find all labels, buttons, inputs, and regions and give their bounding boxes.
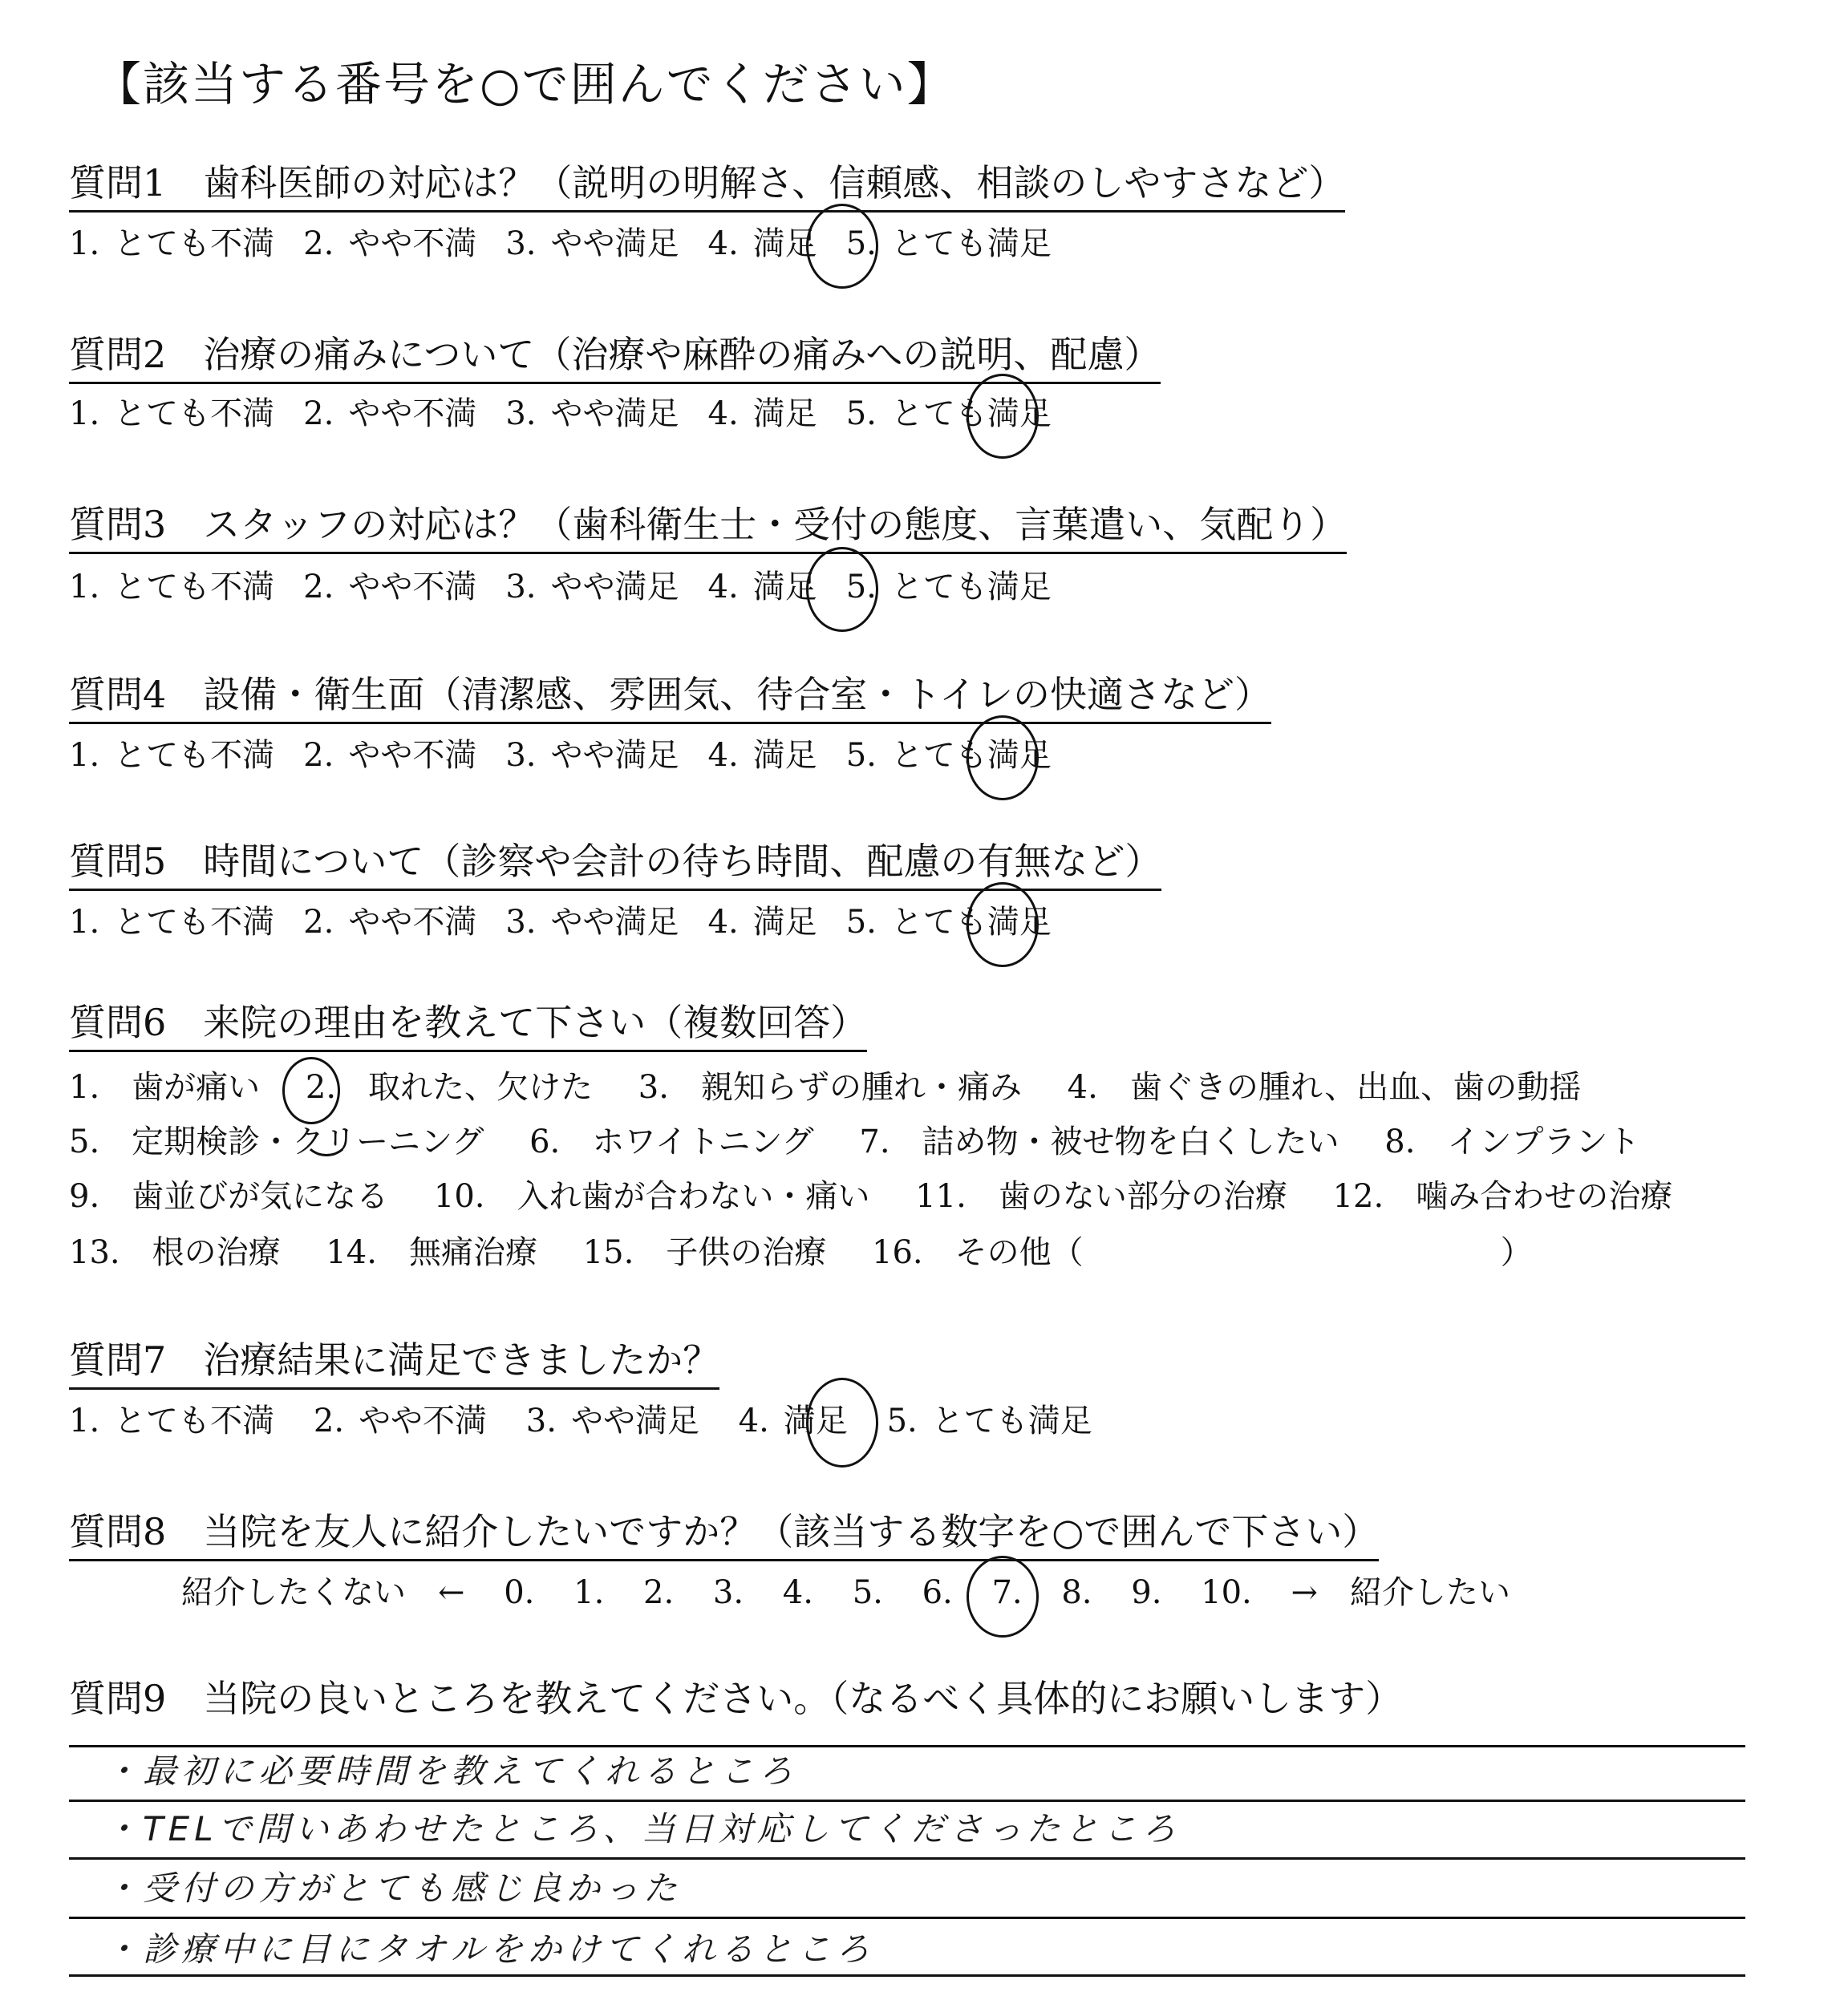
q8-right-label: → 紹介したい (1291, 1574, 1510, 1611)
q4-options (69, 735, 1080, 776)
q6-title: 質問6 来院の理由を教えて下さい（複数回答） (69, 998, 867, 1052)
q5-option-2[interactable]: 2. やや不満 (303, 904, 477, 941)
q2-option-3[interactable]: 3. やや満足 (505, 395, 679, 432)
q2-option-5[interactable]: 5. とても満足 (845, 395, 1052, 432)
q5-option-5[interactable]: 5. とても満足 (845, 904, 1052, 941)
q8-number-1[interactable]: 1. (573, 1574, 605, 1611)
q5-title: 質問5 時間について（診察や会計の待ち時間、配慮の有無など） (69, 837, 1161, 891)
q2-title: 質問2 治療の痛みについて（治療や麻酔の痛みへの説明、配慮） (69, 330, 1161, 384)
q7-option-1[interactable]: 1. とても不満 (69, 1403, 275, 1439)
q2-option-4[interactable]: 4. 満足 (707, 395, 817, 432)
q1-option-3[interactable]: 3. やや満足 (505, 225, 679, 262)
q3-option-1[interactable]: 1. とても不満 (69, 569, 275, 605)
q6-row-3 (69, 1176, 1708, 1217)
q9-rule-3 (69, 1857, 1745, 1860)
q3-option-2[interactable]: 2. やや不満 (303, 569, 477, 605)
q6-row-4 (69, 1232, 1568, 1273)
q1-option-5[interactable]: 5. とても満足 (845, 225, 1052, 262)
q6-row-2 (69, 1121, 1675, 1163)
q9-rule-4 (69, 1917, 1745, 1919)
q9-answer-3: ・受付の方がとても感じ良かった (104, 1869, 683, 1908)
q7-title: 質問7 治療結果に満足できましたか？ (69, 1336, 719, 1390)
q6-option-2[interactable]: 2. 取れた、欠けた (305, 1069, 594, 1106)
q6-option-6[interactable]: 6. ホワイトニング (529, 1124, 814, 1160)
q8-number-9[interactable]: 9. (1131, 1574, 1162, 1611)
q6-option-3[interactable]: 3. 親知らずの腫れ・痛み (638, 1069, 1022, 1106)
q3-option-5[interactable]: 5. とても満足 (845, 569, 1052, 605)
q1-options (69, 223, 1080, 265)
q6-option-15[interactable]: 15. 子供の治療 (582, 1234, 827, 1271)
page-header: 【該当する番号を○で囲んでください】 (95, 57, 955, 111)
q4-option-5[interactable]: 5. とても満足 (845, 737, 1052, 774)
q4-option-1[interactable]: 1. とても不満 (69, 737, 275, 774)
q5-option-3[interactable]: 3. やや満足 (505, 904, 679, 941)
q8-number-5[interactable]: 5. (852, 1574, 883, 1611)
q4-option-2[interactable]: 2. やや不満 (303, 737, 477, 774)
q9-rule-2 (69, 1800, 1745, 1802)
q6-option-11[interactable]: 11. 歯のない部分の治療 (915, 1178, 1287, 1215)
q9-answer-1: ・最初に必要時間を教えてくれるところ (104, 1751, 798, 1791)
q5-option-1[interactable]: 1. とても不満 (69, 904, 275, 941)
q6-option-5[interactable]: 5. 定期検診・クリーニング (69, 1124, 484, 1160)
q7-option-3[interactable]: 3. やや満足 (525, 1403, 699, 1439)
q6-option-16[interactable]: 16. その他（ ） (872, 1234, 1533, 1271)
q2-options (69, 393, 1080, 435)
q8-number-6[interactable]: 6. (922, 1574, 953, 1611)
q8-title: 質問8 当院を友人に紹介したいですか？（該当する数字を○で囲んで下さい） (69, 1508, 1379, 1561)
q6-option-14[interactable]: 14. 無痛治療 (326, 1234, 537, 1271)
q8-number-4[interactable]: 4. (782, 1574, 813, 1611)
q8-number-10[interactable]: 10. (1201, 1574, 1252, 1611)
q6-option-12[interactable]: 12. 噛み合わせの治療 (1332, 1178, 1673, 1215)
q8-number-8[interactable]: 8. (1061, 1574, 1092, 1611)
q6-option-1[interactable]: 1. 歯が痛い (69, 1069, 261, 1106)
q6-row-1 (69, 1067, 1616, 1108)
q9-rule-5 (69, 1974, 1745, 1977)
q6-option-7[interactable]: 7. 詰め物・被せ物を白くしたい (859, 1124, 1339, 1160)
q8-left-label: 紹介したくない ← (181, 1574, 465, 1611)
q3-title: 質問3 スタッフの対応は？（歯科衛生士・受付の態度、言葉遣い、気配り） (69, 500, 1347, 554)
q5-options (69, 901, 1080, 943)
q4-title: 質問4 設備・衛生面（清潔感、雰囲気、待合室・トイレの快適さなど） (69, 670, 1271, 724)
q8-scale (181, 1572, 1539, 1613)
q9-answer-2: ・TELで問いあわせたところ、当日対応してくださったところ (104, 1809, 1181, 1848)
q9-answer-4: ・診療中に目にタオルをかけてくれるところ (104, 1929, 875, 1969)
q3-options (69, 566, 1080, 608)
q5-option-4[interactable]: 4. 満足 (707, 904, 817, 941)
q9-title: 質問9 当院の良いところを教えてください。（なるべく具体的にお願いします） (69, 1677, 1403, 1720)
q6-option-10[interactable]: 10. 入れ歯が合わない・痛い (433, 1178, 870, 1215)
q3-option-4[interactable]: 4. 満足 (707, 569, 817, 605)
q2-option-2[interactable]: 2. やや不満 (303, 395, 477, 432)
q8-number-0[interactable]: 0. (504, 1574, 535, 1611)
q7-options (69, 1400, 1121, 1442)
q2-option-1[interactable]: 1. とても不満 (69, 395, 275, 432)
q6-option-8[interactable]: 8. インプラント (1384, 1124, 1640, 1160)
q8-number-3[interactable]: 3. (712, 1574, 744, 1611)
q1-option-2[interactable]: 2. やや不満 (303, 225, 477, 262)
q7-option-5[interactable]: 5. とても満足 (886, 1403, 1092, 1439)
q1-option-4[interactable]: 4. 満足 (707, 225, 817, 262)
q4-option-3[interactable]: 3. やや満足 (505, 737, 679, 774)
q7-option-2[interactable]: 2. やや不満 (313, 1403, 488, 1439)
q1-title: 質問1 歯科医師の対応は？（説明の明解さ、信頼感、相談のしやすさなど） (69, 159, 1345, 213)
q1-option-1[interactable]: 1. とても不満 (69, 225, 275, 262)
q6-option-9[interactable]: 9. 歯並びが気になる (69, 1178, 389, 1215)
q3-option-3[interactable]: 3. やや満足 (505, 569, 679, 605)
q8-number-7[interactable]: 7. (991, 1574, 1023, 1611)
q6-option-13[interactable]: 13. 根の治療 (69, 1234, 281, 1271)
q6-option-4[interactable]: 4. 歯ぐきの腫れ、出血、歯の動揺 (1067, 1069, 1582, 1106)
q7-option-4[interactable]: 4. 満足 (738, 1403, 848, 1439)
q8-number-2[interactable]: 2. (643, 1574, 675, 1611)
q4-option-4[interactable]: 4. 満足 (707, 737, 817, 774)
